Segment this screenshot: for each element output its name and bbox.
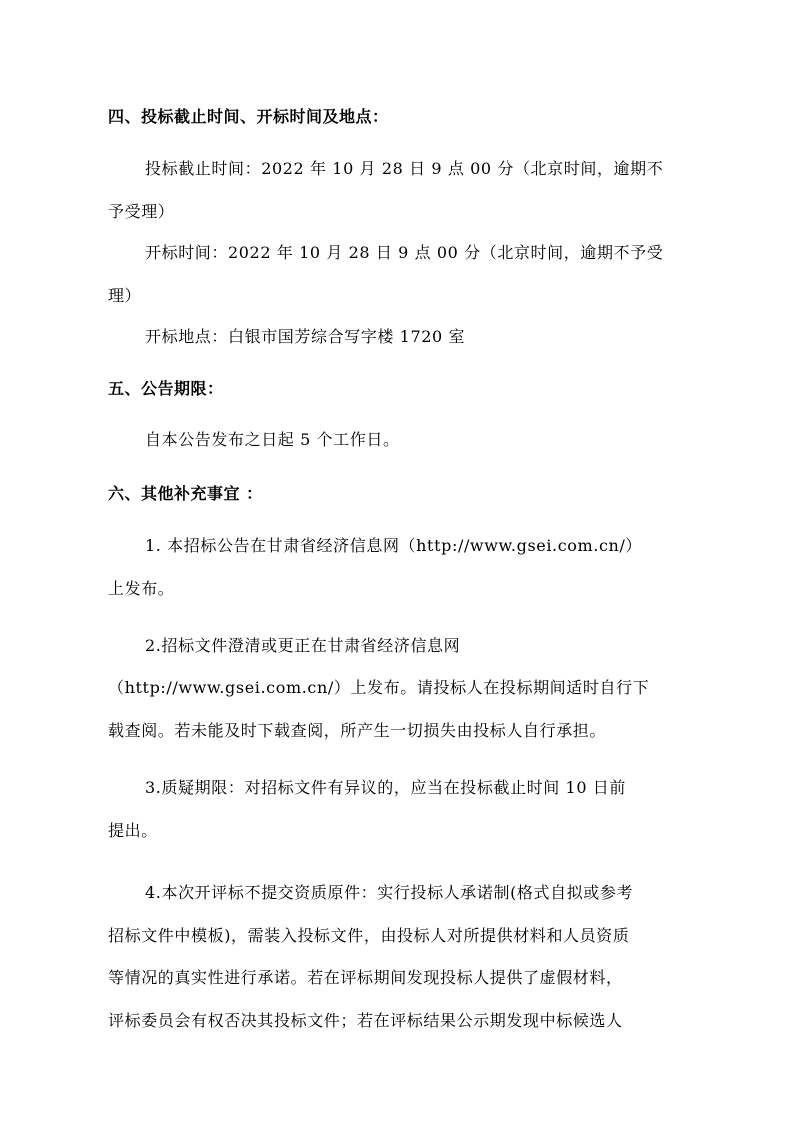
announcement-period: 自本公告发布之日起 5 个工作日。	[145, 430, 400, 449]
opening-time-line-1: 开标时间：2022 年 10 月 28 日 9 点 00 分（北京时间，逾期不予受	[145, 243, 664, 262]
item-4-line-3: 等情况的真实性进行承诺。若在评标期间发现投标人提供了虚假材料，	[108, 968, 623, 987]
deadline-line-2: 予受理）	[108, 202, 175, 221]
item-4-line-1: 4.本次开评标不提交资质原件：实行投标人承诺制(格式自拟或参考	[145, 883, 634, 902]
section-5-heading: 五、公告期限：	[108, 379, 224, 398]
opening-time-line-2: 理）	[108, 286, 142, 305]
opening-place: 开标地点：白银市国芳综合写字楼 1720 室	[145, 327, 466, 346]
item-2-line-1: 2.招标文件澄清或更正在甘肃省经济信息网	[145, 636, 461, 655]
item-4-line-2: 招标文件中模板)，需装入投标文件，由投标人对所提供材料和人员资质	[108, 926, 630, 945]
section-6-heading: 六、其他补充事宜 ：	[108, 484, 263, 503]
item-3-line-2: 提出。	[108, 821, 158, 840]
item-1-line-2: 上发布。	[108, 579, 175, 598]
item-2-line-2: （http://www.gsei.com.cn/）上发布。请投标人在投标期间适时自行下	[108, 678, 650, 697]
item-4-line-4: 评标委员会有权否决其投标文件；若在评标结果公示期发现中标候选人	[108, 1011, 623, 1030]
item-3-line-1: 3.质疑期限：对招标文件有异议的，应当在投标截止时间 10 日前	[145, 778, 626, 797]
section-4-heading: 四、投标截止时间、开标时间及地点：	[108, 107, 389, 126]
item-1-line-1: 1. 本招标公告在甘肃省经济信息网（http://www.gsei.com.cn/）	[145, 536, 643, 555]
item-2-line-3: 载查阅。若未能及时下载查阅，所产生一切损失由投标人自行承担。	[108, 721, 607, 740]
deadline-line-1: 投标截止时间：2022 年 10 月 28 日 9 点 00 分（北京时间，逾期不	[145, 159, 664, 178]
